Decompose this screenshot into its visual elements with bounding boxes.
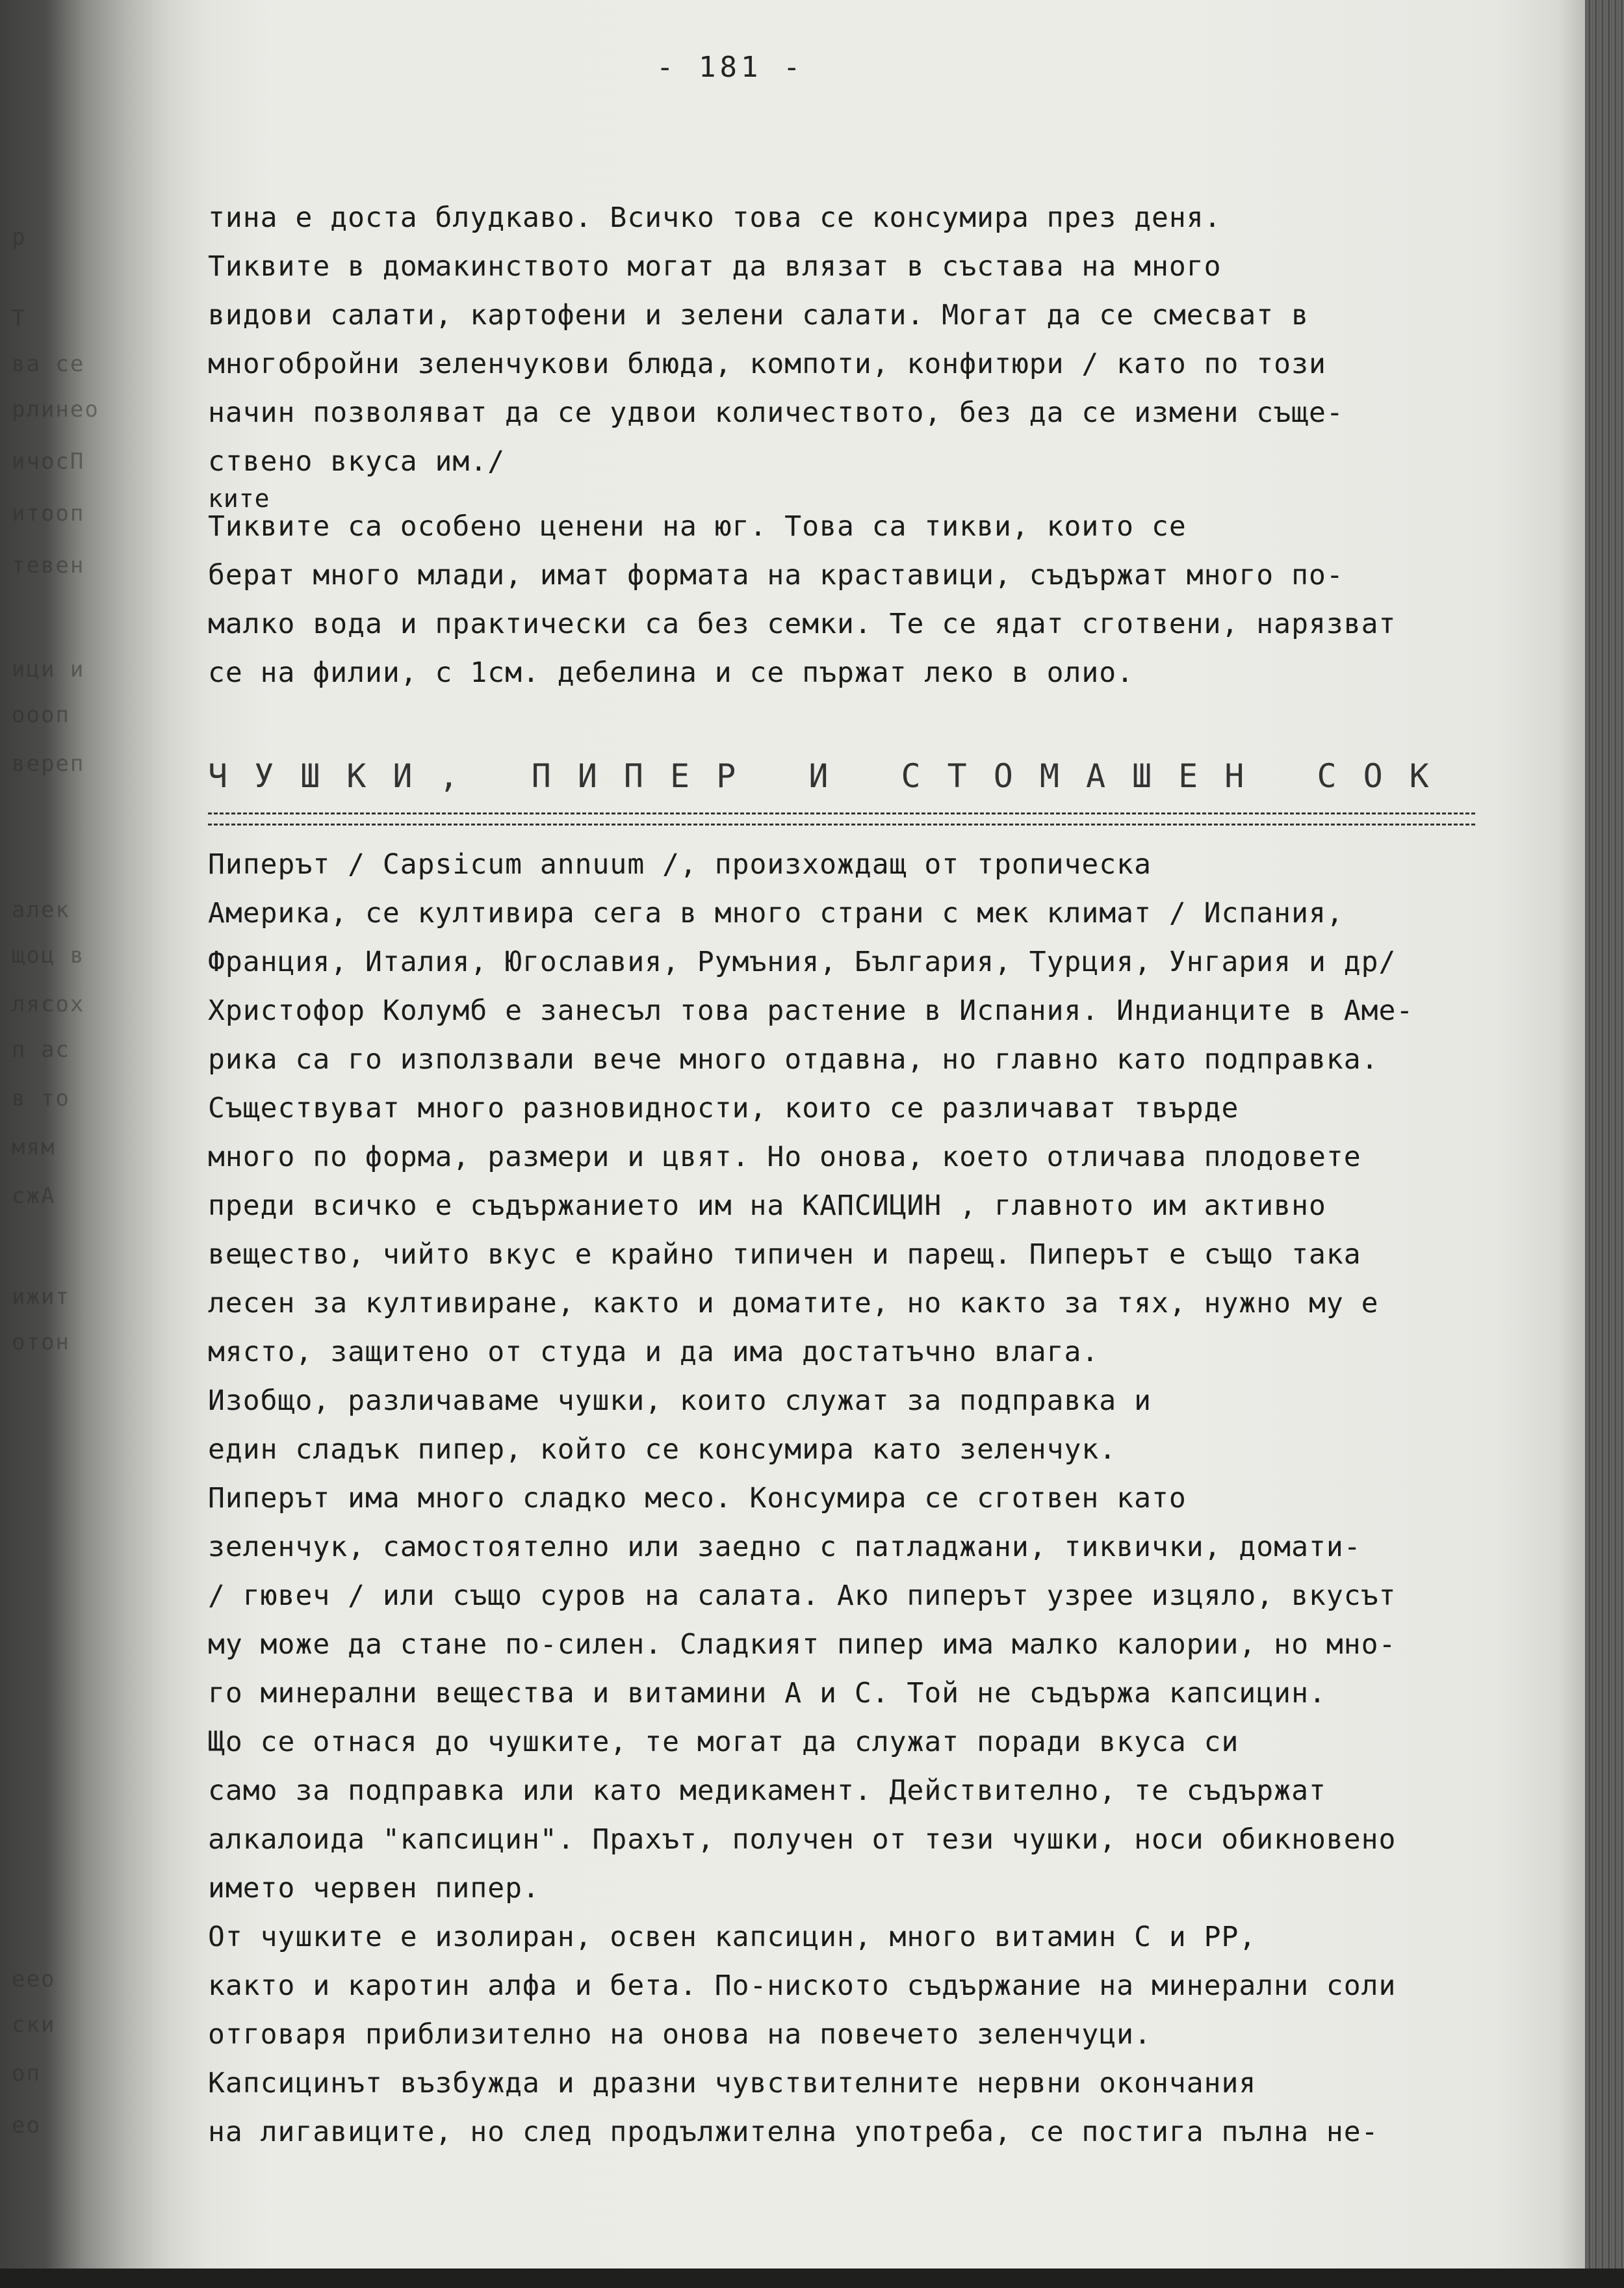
text-line: алкалоида "капсицин". Прахът, получен от тези чушки, носи обикновено xyxy=(208,1823,1397,1856)
text-line: много по форма, размери и цвят. Но онова, което отличава плодовете xyxy=(208,1141,1361,1173)
gutter-fragment: ижит xyxy=(12,1284,70,1310)
gutter-fragment: Т xyxy=(12,306,27,332)
text-line: му може да стане по-силен. Сладкият пипер има малко калории, но мно- xyxy=(208,1628,1397,1661)
text-line: тина е доста блудкаво. Всичко това се консумира през деня. xyxy=(208,202,1222,234)
text-line: берат много млади, имат формата на краставици, съдържат много по- xyxy=(208,559,1344,592)
text-line: Франция, Италия, Югославия, Румъния, България, Турция, Унгария и др/ xyxy=(208,946,1397,978)
text-line: Тиквите в домакинството могат да влязат в състава на много xyxy=(208,250,1222,283)
text-line: зеленчук, самостоятелно или заедно с патладжани, тиквички, домати- xyxy=(208,1531,1361,1563)
gutter-fragment: щоц в xyxy=(12,942,85,968)
text-line: рика са го използвали вече много отдавна, но главно като подправка. xyxy=(208,1043,1379,1076)
gutter-fragment: р xyxy=(12,224,27,250)
text-line: само за подправка или като медикамент. Действително, те съдържат xyxy=(208,1774,1326,1807)
gutter-fragment: итооп xyxy=(12,500,85,526)
gutter-fragment: ски xyxy=(12,2012,56,2038)
text-line: видови салати, картофени и зелени салати. Могат да се смесват в xyxy=(208,299,1309,332)
text-line: името червен пипер. xyxy=(208,1872,540,1904)
text-line: Капсицинът възбужда и дразни чувствителните нервни окончания xyxy=(208,2067,1257,2100)
text-line: място, защитено от студа и да има достатъчно влага. xyxy=(208,1336,1100,1368)
text-line: ствено вкуса им./ xyxy=(208,445,506,478)
heading-underline xyxy=(208,812,1475,826)
gutter-fragment: сжА xyxy=(12,1183,56,1209)
gutter-fragment: ва се xyxy=(12,351,85,377)
text-line: на лигавиците, но след продължителна употреба, се постига пълна не- xyxy=(208,2116,1379,2148)
scan-bottom-border xyxy=(0,2268,1624,2288)
text-line: го минерални вещества и витамини А и С. Той не съдържа капсицин. xyxy=(208,1677,1326,1710)
text-line: От чушките е изолиран, освен капсицин, много витамин С и РР, xyxy=(208,1921,1257,1953)
text-line: Съществуват много разновидности, които се различават твърде xyxy=(208,1092,1239,1124)
text-line: се на филии, с 1см. дебелина и се пържат леко в олио. xyxy=(208,656,1135,689)
gutter-fragment: оооп xyxy=(12,702,70,728)
gutter-fragment: отон xyxy=(12,1329,70,1355)
text-line: Пиперът има много сладко месо. Консумира се сготвен като xyxy=(208,1482,1187,1514)
gutter-fragment: еео xyxy=(12,1966,56,1992)
gutter-fragment: тевен xyxy=(12,552,85,578)
text-line: отговаря приблизително на онова на повечето зеленчуци. xyxy=(208,2018,1152,2051)
text-line: Христофор Колумб е занесъл това растение в Испания. Индианците в Аме- xyxy=(208,994,1414,1027)
gutter-fragment: лясох xyxy=(12,991,85,1017)
section-heading: ЧУШКИ, ПИПЕР И СТОМАШЕН СОК xyxy=(208,757,1456,795)
text-line: Що се отнася до чушките, те могат да служат поради вкуса си xyxy=(208,1726,1239,1758)
gutter-fragment: ичосП xyxy=(12,448,85,474)
text-line: Тиквите са особено ценени на юг. Това са тикви, които се xyxy=(208,510,1187,543)
text-line: лесен за култивиране, както и доматите, но както за тях, нужно му е xyxy=(208,1287,1379,1320)
text-line: Пиперът / Capsicum annuum /, произхождащ от тропическа xyxy=(208,848,1152,881)
facing-page-gutter xyxy=(0,0,130,2288)
text-line: многобройни зеленчукови блюда, компоти, конфитюри / като по този xyxy=(208,348,1326,380)
text-insertion: ките xyxy=(208,484,270,513)
gutter-fragment: рлинео xyxy=(12,396,99,422)
gutter-fragment: вереп xyxy=(12,751,85,777)
text-line: малко вода и практически са без семки. Те се ядат сготвени, нарязват xyxy=(208,608,1397,640)
text-line: Изобщо, различаваме чушки, които служат за подправка и xyxy=(208,1384,1152,1417)
text-line: един сладък пипер, който се консумира като зеленчук. xyxy=(208,1433,1117,1466)
page-number: - 181 - xyxy=(656,51,805,84)
gutter-fragment: п ас xyxy=(12,1037,70,1063)
book-edge xyxy=(1585,0,1624,2288)
text-line: Америка, се култивира сега в много страни с мек климат / Испания, xyxy=(208,897,1344,930)
text-line: начин позволяват да се удвои количеството, без да се измени съще- xyxy=(208,396,1344,429)
gutter-fragment: алек xyxy=(12,897,70,923)
gutter-fragment: ици и xyxy=(12,656,85,682)
gutter-fragment: оп xyxy=(12,2060,41,2086)
gutter-fragment: в то xyxy=(12,1086,70,1112)
gutter-fragment: мям xyxy=(12,1134,56,1160)
text-line: / гювеч / или също суров на салата. Ако пиперът узрее изцяло, вкусът xyxy=(208,1580,1397,1612)
text-line: вещество, чийто вкус е крайно типичен и парещ. Пиперът е също така xyxy=(208,1238,1361,1271)
gutter-fragment: ео xyxy=(12,2112,41,2138)
text-line: както и каротин алфа и бета. По-ниското съдържание на минерални соли xyxy=(208,1970,1397,2002)
text-line: преди всичко е съдържанието им на КАПСИЦИН , главното им активно xyxy=(208,1190,1326,1222)
